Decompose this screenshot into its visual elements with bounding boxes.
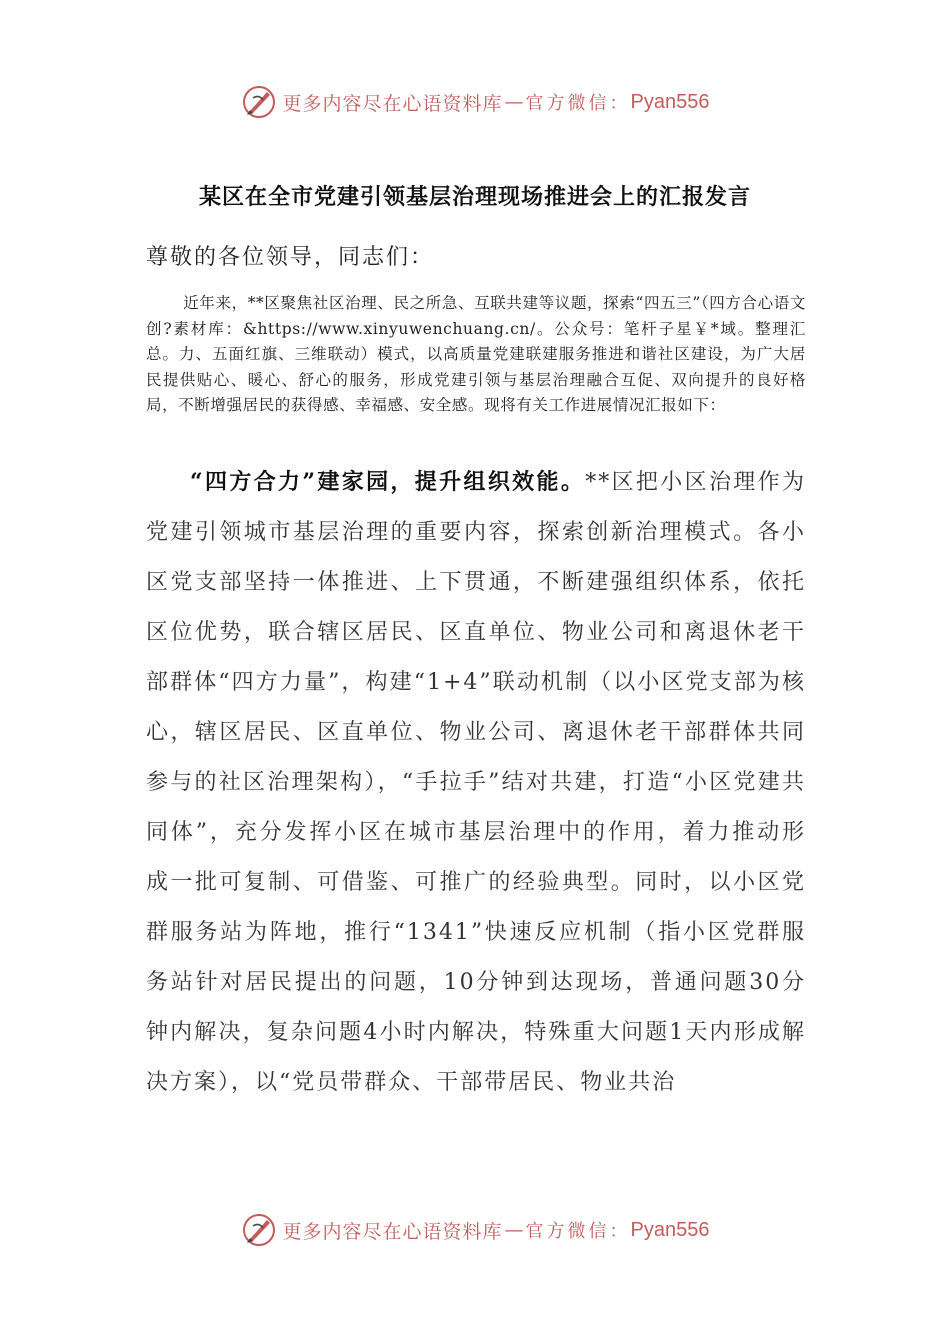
watermark-wechat-id: Pyan556 — [630, 90, 710, 113]
watermark-banner-bottom — [0, 1210, 950, 1250]
section-1-body: **区把小区治理作为党建引领城市基层治理的重要内容，探索创新治理模式。各小区党支部坚持一体推进、上下贯通，不断建强组织体系，依托区位优势，联合辖区居民、区直单位、物业公司和离退休老干部群体“四方力量”，构建“1+4”联动机制（以小区党支部为核心，辖区居民、区直单位、物业公司、离退休老干部群体共同参与的社区治理架构），“手拉手”结对共建，打造“小区党建共同体”，充分发挥小区在城市基层治理中的作用，着力推动形成一批可复制、可借鉴、可推广的经验典型。同时，以小区党群服务站为阵地，推行“1341”快速反应机制（指小区党群服务站针对居民提出的问题，10分钟到达现场，普通问题30分钟内解决，复杂问题4小时内解决，特殊重大问题1天内形成解决方案），以“党员带群众、干部带居民、物业共治 — [146, 470, 806, 1095]
watermark-wechat-label: 官方微信： — [525, 1221, 631, 1242]
document-title: 某区在全市党建引领基层治理现场推进会上的汇报发言 — [198, 184, 751, 210]
watermark-brand: 更多内容尽在心语资料库 — [282, 1220, 503, 1243]
section-1-heading: “四方合力”建家园，提升组织效能。 — [190, 469, 586, 495]
salutation: 尊敬的各位领导，同志们： — [146, 245, 435, 270]
pen-logo-icon — [241, 84, 277, 120]
pen-logo-icon — [241, 1212, 277, 1248]
watermark-separator: — — [504, 91, 524, 113]
watermark-brand: 更多内容尽在心语资料库 — [282, 92, 503, 115]
watermark-wechat-id: Pyan556 — [630, 1218, 710, 1241]
section-1-paragraph — [146, 457, 806, 1108]
watermark-separator: — — [504, 1219, 524, 1241]
intro-paragraph: 近年来，**区聚焦社区治理、民之所急、互联共建等议题，探索“四五三”（四方合心语文创?素材库：&https://www.xinyuwenchuang.cn/。公众号：笔杆子星￥*域。整理汇总。力、五面红旗、三维联动）模式，以高质量党建联建服务推进和谐社区建设，为广大居民提供贴心、暖心、舒心的服务，形成党建引领与基层治理融合互促、双向提升的良好格局，不断增强居民的获得感、幸福感、安全感。现将有关工作进展情况汇报如下： — [146, 294, 806, 414]
watermark-banner-top — [0, 82, 950, 122]
watermark-wechat-label: 官方微信： — [525, 93, 631, 114]
